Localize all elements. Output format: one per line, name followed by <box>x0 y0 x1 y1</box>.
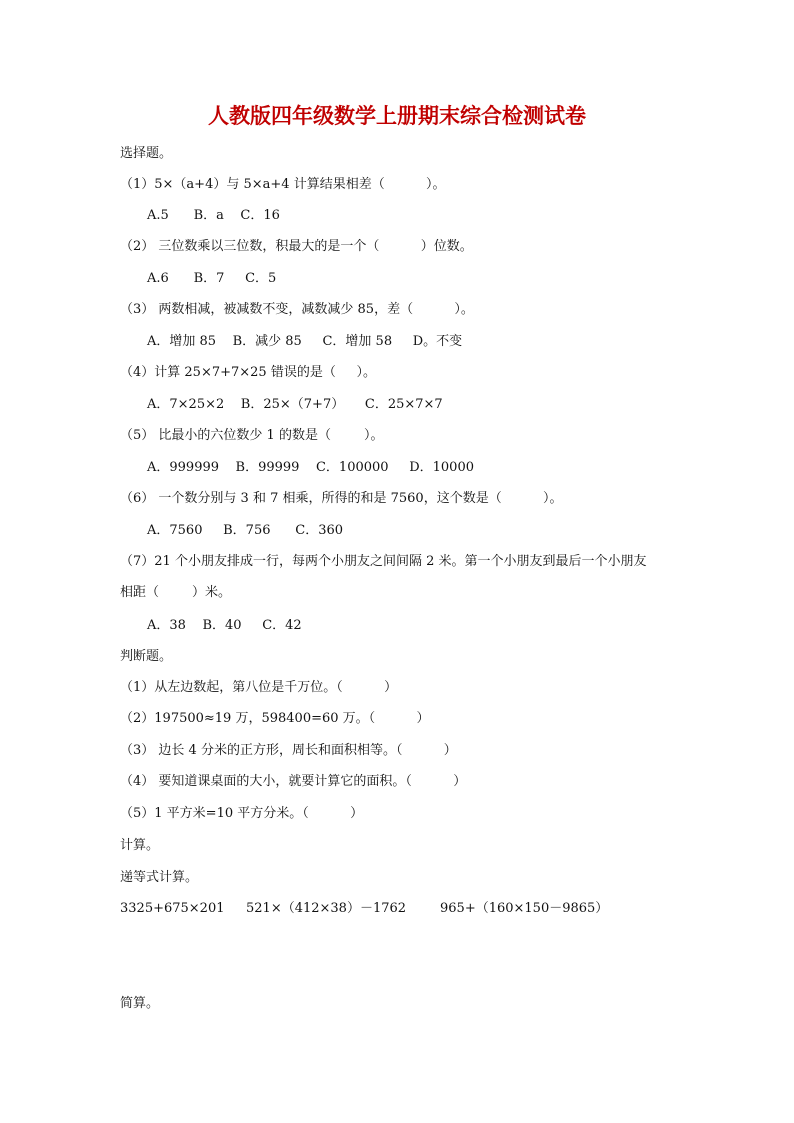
choice-q4-options: A．7×25×2 B．25×（7+7） C．25×7×7 <box>147 397 443 412</box>
choice-q7-stem-line1: （7）21 个小朋友排成一行，每两个小朋友之间间隔 2 米。第一个小朋友到最后一个小朋友 <box>120 554 647 569</box>
choice-q4-stem: （4）计算 25×7+7×25 错误的是（ ）。 <box>120 365 377 380</box>
choice-q6-stem: （6） 一个数分别与 3 和 7 相乘，所得的和是 7560，这个数是（ ）。 <box>120 491 563 506</box>
section-stepcalc-heading: 递等式计算。 <box>120 870 199 885</box>
choice-q5-options: A．999999 B．99999 C．100000 D．10000 <box>147 460 474 475</box>
judge-q5: （5）1 平方米=10 平方分米。（ ） <box>120 806 364 821</box>
choice-q7-options: A．38 B．40 C．42 <box>147 618 302 633</box>
judge-q2: （2）197500≈19 万，598400=60 万。（ ） <box>120 711 430 726</box>
section-choice-heading: 选择题。 <box>120 146 173 161</box>
expression-3: 965+（160×150－9865） <box>440 901 609 916</box>
choice-q2-options: A.6 B．7 C．5 <box>147 271 277 286</box>
choice-q5-stem: （5） 比最小的六位数少 1 的数是（ ）。 <box>120 428 384 443</box>
choice-q6-options: A．7560 B．756 C．360 <box>147 523 344 538</box>
page-title: 人教版四年级数学上册期末综合检测试卷 <box>208 103 586 128</box>
choice-q1-stem: （1）5×（a+4）与 5×a+4 计算结果相差（ ）。 <box>120 177 446 192</box>
judge-q1: （1）从左边数起，第八位是千万位。（ ） <box>120 680 398 695</box>
judge-q4: （4） 要知道课桌面的大小，就要计算它的面积。（ ） <box>120 774 467 789</box>
judge-q3: （3） 边长 4 分米的正方形，周长和面积相等。（ ） <box>120 743 457 758</box>
choice-q1-options: A.5 B．a C．16 <box>147 208 280 223</box>
choice-q3-options: A．增加 85 B．减少 85 C．增加 58 D。不变 <box>147 334 463 349</box>
choice-q2-stem: （2） 三位数乘以三位数，积最大的是一个（ ）位数。 <box>120 239 473 254</box>
expression-2: 521×（412×38）－1762 <box>246 901 407 916</box>
section-calc-heading: 计算。 <box>120 838 160 853</box>
section-simple-heading: 简算。 <box>120 996 160 1011</box>
choice-q3-stem: （3） 两数相减，被减数不变，减数减少 85，差（ ）。 <box>120 302 474 317</box>
choice-q7-stem-line2: 相距（ ）米。 <box>120 585 232 600</box>
section-judge-heading: 判断题。 <box>120 649 173 664</box>
expression-1: 3325+675×201 <box>120 901 225 916</box>
